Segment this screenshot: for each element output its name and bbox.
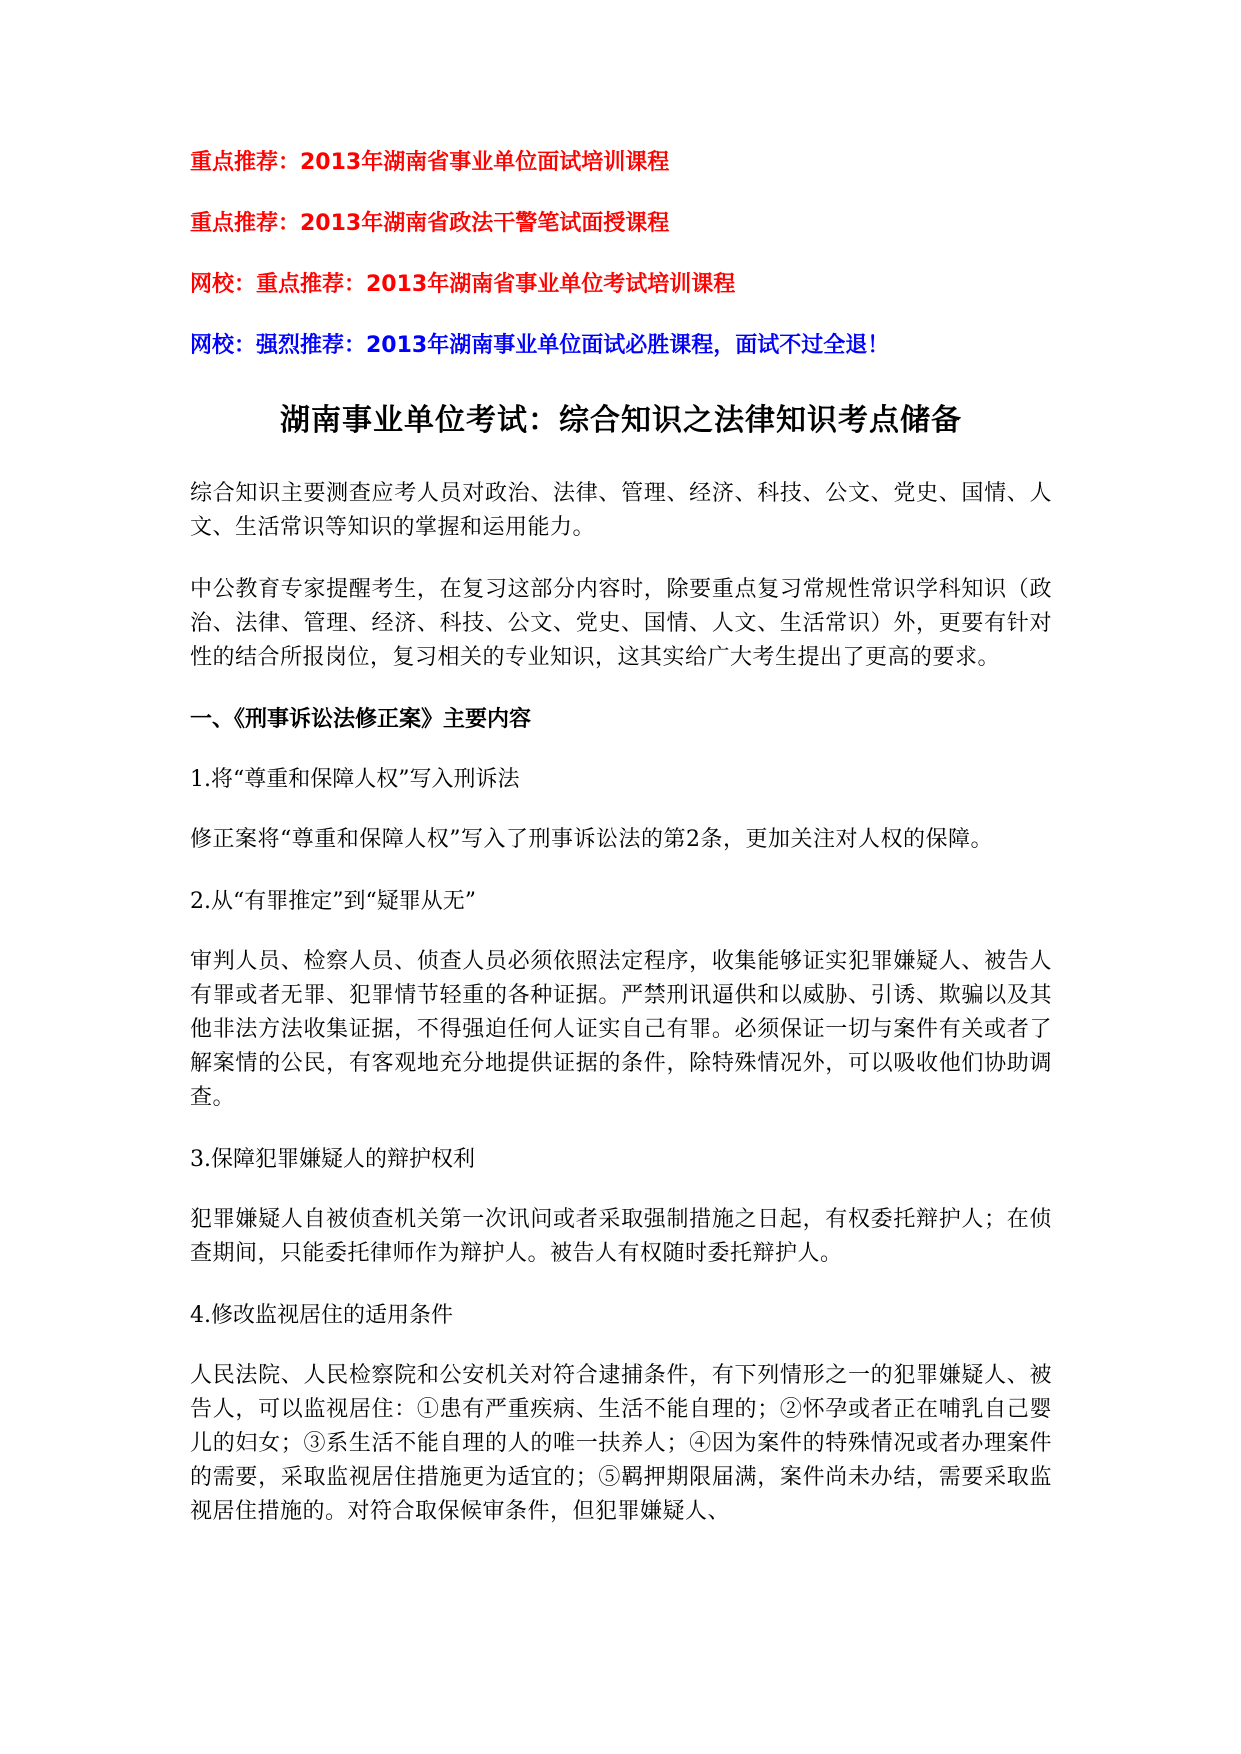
item-body-3: 犯罪嫌疑人自被侦查机关第一次讯问或者采取强制措施之日起，有权委托辩护人；在侦查期间，只能委托律师作为辩护人。被告人有权随时委托辩护人。 — [190, 1207, 1052, 1266]
document-page — [190, 148, 1052, 1557]
item-title-2: 2.从“有罪推定”到“疑罪从无” — [190, 889, 476, 914]
promo-link-1[interactable]: 重点推荐：2013年湖南省事业单位面试培训课程 — [190, 150, 670, 175]
item-title-3: 3.保障犯罪嫌疑人的辩护权利 — [190, 1147, 475, 1172]
section-heading: 一、《刑事诉讼法修正案》主要内容 — [190, 707, 532, 732]
promo-link-3[interactable]: 网校：重点推荐：2013年湖南省事业单位考试培训课程 — [190, 272, 736, 297]
item-body-1: 修正案将“尊重和保障人权”写入了刑事诉讼法的第2条，更加关注对人权的保障。 — [190, 827, 993, 852]
intro-paragraph-1: 综合知识主要测查应考人员对政治、法律、管理、经济、科技、公文、党史、国情、人文、生活常识等知识的掌握和运用能力。 — [190, 481, 1052, 540]
promo-link-4[interactable]: 网校：强烈推荐：2013年湖南事业单位面试必胜课程，面试不过全退！ — [190, 333, 890, 358]
item-body-4: 人民法院、人民检察院和公安机关对符合逮捕条件，有下列情形之一的犯罪嫌疑人、被告人，可以监视居住：①患有严重疾病、生活不能自理的；②怀孕或者正在哺乳自己婴儿的妇女；③系生活不能自理的人的唯一扶养人；④因为案件的特殊情况或者办理案件的需要，采取监视居住措施更为适宜的；⑤羁押期限届满，案件尚未办结，需要采取监视居住措施的。对符合取保候审条件，但犯罪嫌疑人、 — [190, 1363, 1052, 1524]
intro-paragraph-2: 中公教育专家提醒考生，在复习这部分内容时，除要重点复习常规性常识学科知识（政治、法律、管理、经济、科技、公文、党史、国情、人文、生活常识）外，更要有针对性的结合所报岗位，复习相关的专业知识，这其实给广大考生提出了更高的要求。 — [190, 577, 1052, 670]
item-body-2: 审判人员、检察人员、侦查人员必须依照法定程序，收集能够证实犯罪嫌疑人、被告人有罪或者无罪、犯罪情节轻重的各种证据。严禁刑讯逼供和以威胁、引诱、欺骗以及其他非法方法收集证据，不得强迫任何人证实自己有罪。必须保证一切与案件有关或者了解案情的公民，有客观地充分地提供证据的条件，除特殊情况外，可以吸收他们协助调查。 — [190, 949, 1052, 1110]
item-title-1: 1.将“尊重和保障人权”写入刑诉法 — [190, 767, 520, 792]
page-title: 湖南事业单位考试：综合知识之法律知识考点储备 — [280, 403, 962, 438]
item-title-4: 4.修改监视居住的适用条件 — [190, 1303, 453, 1328]
promo-link-2[interactable]: 重点推荐：2013年湖南省政法干警笔试面授课程 — [190, 211, 670, 236]
